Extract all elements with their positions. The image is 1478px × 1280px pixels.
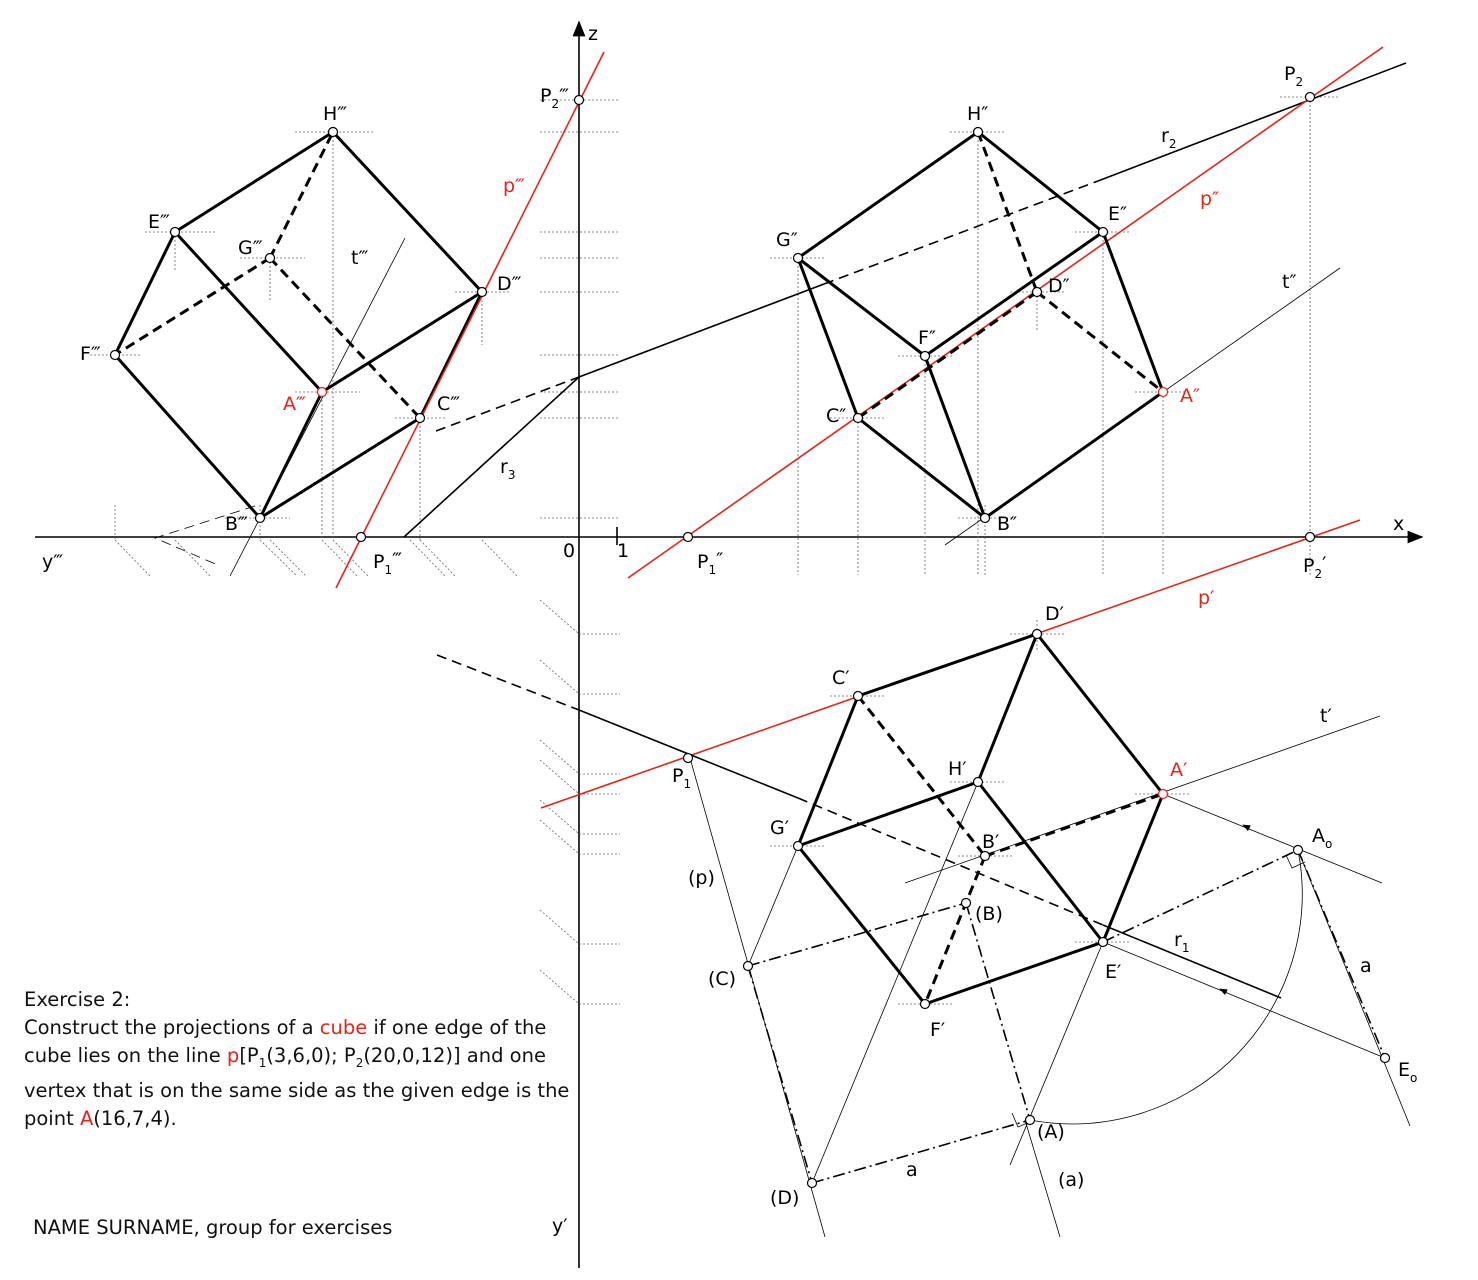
label-A-rotated: (A)	[1037, 1121, 1065, 1143]
label-H1: H′	[948, 758, 967, 780]
label-F3: F‴	[80, 343, 101, 365]
exercise-line-4: point A(16,7,4).	[24, 1106, 177, 1130]
label-D1: D′	[1045, 603, 1064, 625]
label-H2: H″	[967, 103, 989, 125]
label-p1: p′	[1198, 587, 1215, 609]
label-A2: A″	[1180, 385, 1201, 407]
label-G1: G′	[770, 817, 790, 839]
x-axis-label: x	[1393, 513, 1405, 535]
y-profile-axis-label: y‴	[42, 551, 64, 573]
label-t2: t″	[1282, 271, 1297, 293]
plan-line-t	[905, 716, 1380, 883]
profile-line-p	[336, 52, 604, 588]
exercise-line-2: cube lies on the line $p[P_1(3,6,0)$; $P_2(20,0,12)$] and one	[24, 1044, 546, 1070]
front-view	[628, 47, 1383, 578]
construction-ordinals	[90, 97, 1340, 1004]
label-P2-3: $P_2‴$	[540, 85, 569, 111]
label-a-2: a	[906, 1159, 918, 1181]
label-P2-1: $P_2'$	[1303, 553, 1327, 581]
label-E3: E‴	[148, 211, 170, 233]
label-P2: $P_2$	[1284, 63, 1304, 89]
label-H3: H‴	[323, 103, 348, 125]
label-P1-2: $P_1''$	[697, 549, 724, 577]
label-t1: t′	[1320, 705, 1332, 727]
label-C2: C″	[826, 405, 847, 427]
label-E2: E″	[1108, 203, 1128, 225]
label-E1: E′	[1105, 961, 1122, 983]
label-p-rotated: (p)	[688, 867, 715, 889]
label-B3: B‴	[225, 513, 248, 535]
unit-label: 1	[617, 540, 630, 562]
exercise-title: Exercise 2:	[24, 988, 131, 1011]
label-C-rotated: (C)	[708, 968, 737, 990]
origin-label: 0	[563, 540, 576, 562]
label-Eo: $E_o$	[1398, 1059, 1418, 1085]
exercise-statement	[24, 986, 584, 1133]
label-P1-3: $P_1‴$	[373, 549, 402, 577]
z-axis-label: z	[588, 23, 598, 45]
label-B1: B′	[982, 831, 1000, 853]
label-D2: D″	[1048, 275, 1070, 297]
label-p2: p″	[1200, 188, 1220, 210]
label-D-rotated: (D)	[770, 1187, 800, 1209]
label-G3: G‴	[238, 237, 263, 259]
label-B2: B″	[997, 513, 1018, 535]
label-G2: G″	[776, 229, 798, 251]
label-A3: A‴	[283, 393, 306, 415]
rotation-arc	[1030, 850, 1302, 1124]
label-C3: C‴	[437, 393, 461, 415]
label-B-rotated: (B)	[975, 903, 1003, 925]
plan-line-r1	[1103, 925, 1281, 998]
front-line-r2-left	[579, 284, 824, 377]
author-line: NAME SURNAME, group for exercises	[33, 1216, 393, 1239]
exercise-line-3: vertex that is on the same side as the given edge is the	[24, 1078, 570, 1102]
plan-outline-right	[858, 634, 1163, 1004]
label-D3: D‴	[497, 273, 522, 295]
label-t3: t‴	[351, 247, 369, 269]
label-A1: A′	[1170, 759, 1188, 781]
label-F2: F″	[918, 327, 937, 349]
label-P1: $P_1$	[672, 765, 692, 791]
y-plan-axis-label: y′	[552, 1215, 568, 1237]
front-line-r2	[1098, 63, 1406, 181]
label-r3: $r_3$	[500, 456, 516, 482]
label-p3: p‴	[503, 175, 525, 197]
label-r1: $r_1$	[1174, 929, 1190, 955]
exercise-line-1: Construct the projections of a cube if one edge of the	[24, 1016, 547, 1039]
label-r2: $r_2$	[1161, 125, 1177, 151]
profile-line-t	[230, 238, 405, 576]
label-F1: F′	[930, 1019, 946, 1041]
label-C1: C′	[832, 667, 850, 689]
front-outline	[798, 132, 1163, 518]
label-a-1: a	[1360, 955, 1372, 977]
label-Ao: $A_o$	[1312, 825, 1333, 851]
label-a-rotated: (a)	[1058, 1169, 1085, 1191]
